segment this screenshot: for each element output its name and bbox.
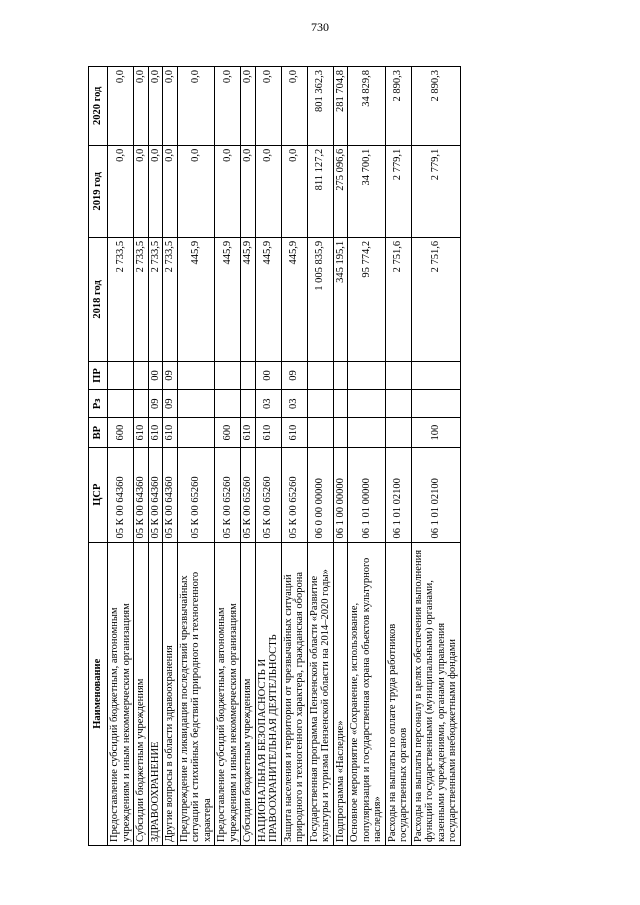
- cell-2020: 34 829,8: [348, 67, 386, 146]
- cell-vr: 610: [134, 418, 149, 447]
- cell-2019: 0,0: [134, 145, 149, 237]
- table-row: [255, 67, 281, 846]
- cell-pr: 09: [163, 361, 178, 389]
- cell-name: Предупреждение и ликвидация последствий чрезвычайных ситуаций и стихийных бедствий природного и техногенного характера: [177, 542, 215, 845]
- table-row: [215, 67, 241, 846]
- cell-rz: 09: [163, 390, 178, 418]
- cell-2019: 0,0: [215, 145, 241, 237]
- cell-2020: 0,0: [108, 67, 134, 146]
- table-body: [108, 67, 461, 846]
- cell-csr: 05 К 00 65260: [177, 447, 215, 542]
- cell-csr: 05 К 00 65260: [215, 447, 241, 542]
- cell-rz: [307, 390, 333, 418]
- cell-pr: [348, 361, 386, 389]
- cell-csr: 06 0 00 00000: [307, 447, 333, 542]
- cell-2019: 0,0: [177, 145, 215, 237]
- table-row: [385, 67, 411, 846]
- cell-2020: 0,0: [148, 67, 163, 146]
- cell-2020: 2 890,3: [385, 67, 411, 146]
- table-row: [148, 67, 163, 846]
- table-row: [307, 67, 333, 846]
- cell-pr: [134, 361, 149, 389]
- header-2018: 2018 год: [89, 237, 108, 361]
- cell-2019: 0,0: [148, 145, 163, 237]
- cell-name: Защита населения и территории от чрезвычайных ситуаций природного и техногенного характера, гражданская оборона: [281, 542, 307, 845]
- cell-rz: [348, 390, 386, 418]
- cell-2020: 0,0: [215, 67, 241, 146]
- cell-csr: 06 1 01 00000: [348, 447, 386, 542]
- cell-name: Субсидии бюджетным учреждениям: [241, 542, 256, 845]
- cell-rz: [241, 390, 256, 418]
- cell-rz: [108, 390, 134, 418]
- cell-vr: 610: [281, 418, 307, 447]
- cell-2019: 0,0: [281, 145, 307, 237]
- cell-vr: 610: [163, 418, 178, 447]
- table-row: [333, 67, 348, 846]
- cell-2020: 281 704,8: [333, 67, 348, 146]
- cell-vr: 610: [255, 418, 281, 447]
- table-row: [348, 67, 386, 846]
- table-row: [134, 67, 149, 846]
- cell-2020: 0,0: [134, 67, 149, 146]
- header-pr: ПР: [89, 361, 108, 389]
- cell-2019: 275 096,6: [333, 145, 348, 237]
- cell-name: ЗДРАВООХРАНЕНИЕ: [148, 542, 163, 845]
- cell-rz: [134, 390, 149, 418]
- cell-name: Расходы на выплаты по оплате труда работников государственных органов: [385, 542, 411, 845]
- table-row: [241, 67, 256, 846]
- cell-2018: 2 733,5: [134, 237, 149, 361]
- cell-rz: [177, 390, 215, 418]
- cell-csr: 05 К 00 64360: [163, 447, 178, 542]
- cell-2018: 445,9: [215, 237, 241, 361]
- header-2019: 2019 год: [89, 145, 108, 237]
- header-rz: Рз: [89, 390, 108, 418]
- cell-name: Подпрограмма «Наследие»: [333, 542, 348, 845]
- cell-pr: 00: [148, 361, 163, 389]
- cell-2018: 2 751,6: [385, 237, 411, 361]
- cell-pr: [241, 361, 256, 389]
- cell-rz: [411, 390, 460, 418]
- cell-pr: [177, 361, 215, 389]
- cell-2018: 95 774,2: [348, 237, 386, 361]
- cell-pr: 00: [255, 361, 281, 389]
- cell-name: Государственная программа Пензенской области «Развитие культуры и туризма Пензенской области на 2014–2020 годы»: [307, 542, 333, 845]
- header-vr: ВР: [89, 418, 108, 447]
- cell-2018: 445,9: [241, 237, 256, 361]
- cell-name: Предоставление субсидий бюджетным, автономным учреждениям и иным некоммерческим организациям: [108, 542, 134, 845]
- rotated-table-container: [88, 66, 550, 846]
- cell-2018: 445,9: [281, 237, 307, 361]
- cell-pr: [215, 361, 241, 389]
- cell-2020: 0,0: [241, 67, 256, 146]
- cell-2019: 0,0: [108, 145, 134, 237]
- header-2020: 2020 год: [89, 67, 108, 146]
- cell-2018: 345 195,1: [333, 237, 348, 361]
- cell-rz: [333, 390, 348, 418]
- cell-2020: 0,0: [281, 67, 307, 146]
- budget-table: [88, 66, 461, 846]
- cell-vr: 610: [148, 418, 163, 447]
- cell-vr: 100: [411, 418, 460, 447]
- table-row: [411, 67, 460, 846]
- cell-vr: [177, 418, 215, 447]
- cell-csr: 06 1 01 02100: [385, 447, 411, 542]
- cell-name: НАЦИОНАЛЬНАЯ БЕЗОПАСНОСТЬ И ПРАВООХРАНИТЕЛЬНАЯ ДЕЯТЕЛЬНОСТЬ: [255, 542, 281, 845]
- cell-rz: [385, 390, 411, 418]
- cell-rz: 03: [281, 390, 307, 418]
- cell-2019: 2 779,1: [411, 145, 460, 237]
- cell-2019: 0,0: [241, 145, 256, 237]
- cell-2020: 0,0: [177, 67, 215, 146]
- table-row: [281, 67, 307, 846]
- cell-pr: 09: [281, 361, 307, 389]
- table-row: [163, 67, 178, 846]
- table-header-row: [89, 67, 108, 846]
- cell-pr: [333, 361, 348, 389]
- cell-2018: 445,9: [255, 237, 281, 361]
- cell-2020: 2 890,3: [411, 67, 460, 146]
- cell-name: Субсидии бюджетным учреждениям: [134, 542, 149, 845]
- table-row: [108, 67, 134, 846]
- cell-csr: 05 К 00 65260: [241, 447, 256, 542]
- page-number: 730: [311, 20, 329, 34]
- cell-csr: 05 К 00 64360: [108, 447, 134, 542]
- cell-csr: 05 К 00 64360: [134, 447, 149, 542]
- cell-name: Расходы на выплаты персоналу в целях обеспечения выполнения функций государственными (муниципальными) органами, казенными учреждениями, органами управления государственными внебюджетными фондами: [411, 542, 460, 845]
- cell-pr: [108, 361, 134, 389]
- cell-name: Предоставление субсидий бюджетным, автономным учреждениям и иным некоммерческим организациям: [215, 542, 241, 845]
- cell-vr: 600: [215, 418, 241, 447]
- cell-2018: 2 733,5: [108, 237, 134, 361]
- header-name: Наименование: [89, 542, 108, 845]
- cell-vr: [348, 418, 386, 447]
- cell-2020: 0,0: [255, 67, 281, 146]
- cell-vr: [333, 418, 348, 447]
- cell-csr: 05 К 00 65260: [255, 447, 281, 542]
- cell-rz: 03: [255, 390, 281, 418]
- header-csr: ЦСР: [89, 447, 108, 542]
- cell-2020: 801 362,3: [307, 67, 333, 146]
- cell-csr: 06 1 01 02100: [411, 447, 460, 542]
- cell-csr: 06 1 00 00000: [333, 447, 348, 542]
- cell-pr: [385, 361, 411, 389]
- cell-2020: 0,0: [163, 67, 178, 146]
- cell-name: Другие вопросы в области здравоохранения: [163, 542, 178, 845]
- cell-vr: 600: [108, 418, 134, 447]
- cell-name: Основное мероприятие «Сохранение, использование, популяризация и государственная охрана объектов культурного наследия»: [348, 542, 386, 845]
- cell-2018: 2 751,6: [411, 237, 460, 361]
- cell-vr: [307, 418, 333, 447]
- cell-pr: [411, 361, 460, 389]
- cell-csr: 05 К 00 65260: [281, 447, 307, 542]
- cell-vr: [385, 418, 411, 447]
- cell-2018: 2 733,5: [148, 237, 163, 361]
- cell-2018: 1 005 835,9: [307, 237, 333, 361]
- cell-vr: 610: [241, 418, 256, 447]
- cell-rz: 09: [148, 390, 163, 418]
- cell-2019: 2 779,1: [385, 145, 411, 237]
- cell-2019: 34 700,1: [348, 145, 386, 237]
- cell-rz: [215, 390, 241, 418]
- cell-2018: 2 733,5: [163, 237, 178, 361]
- table-row: [177, 67, 215, 846]
- cell-pr: [307, 361, 333, 389]
- cell-csr: 05 К 00 64360: [148, 447, 163, 542]
- cell-2019: 0,0: [163, 145, 178, 237]
- cell-2018: 445,9: [177, 237, 215, 361]
- cell-2019: 0,0: [255, 145, 281, 237]
- cell-2019: 811 127,2: [307, 145, 333, 237]
